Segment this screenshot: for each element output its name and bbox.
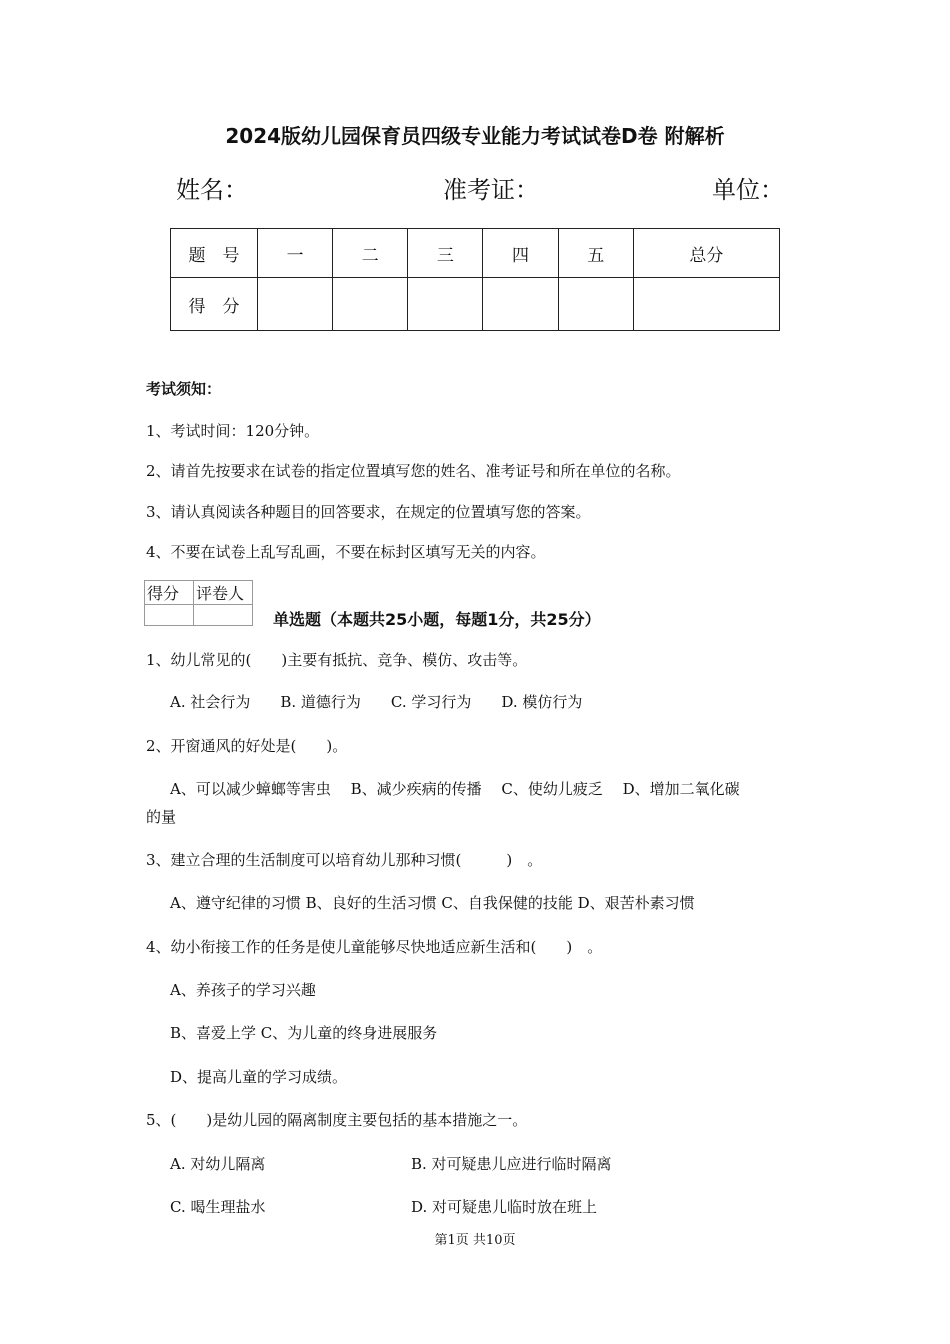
page-footer: 第1页 共10页 xyxy=(434,1233,516,1248)
question-5-option-b: B. 对可疑患儿应进行临时隔离 xyxy=(411,1155,612,1173)
notice-item: 3、请认真阅读各种题目的回答要求，在规定的位置填写您的答案。 xyxy=(146,503,591,521)
score-table-header-cell: 四 xyxy=(483,229,558,278)
question-5-option-d: D. 对可疑患儿临时放在班上 xyxy=(411,1198,598,1216)
notice-title: 考试须知： xyxy=(146,380,222,398)
score-table-header-cell: 总分 xyxy=(633,229,779,278)
question-1-options: A. 社会行为 B. 道德行为 C. 学习行为 D. 模仿行为 xyxy=(170,693,583,711)
exam-id-label: 准考证： xyxy=(443,176,539,204)
question-5-option-a: A. 对幼儿隔离 xyxy=(170,1155,266,1173)
score-table-header-cell: 二 xyxy=(333,229,408,278)
question-2-options: A、可以减少蟑螂等害虫 B、减少疾病的传播 C、使幼儿疲乏 D、增加二氧化碳 xyxy=(170,780,740,798)
grader-score-cell[interactable] xyxy=(145,605,194,626)
question-2-options-cont: 的量 xyxy=(146,808,177,826)
score-table-header-cell: 一 xyxy=(258,229,333,278)
question-4-option-d: D、提高儿童的学习成绩。 xyxy=(170,1068,348,1086)
name-label: 姓名： xyxy=(176,176,248,204)
question-1: 1、幼儿常见的( )主要有抵抗、竞争、模仿、攻击等。 xyxy=(146,651,528,669)
grader-box xyxy=(144,580,253,626)
score-cell[interactable] xyxy=(408,278,483,331)
score-table xyxy=(170,228,780,331)
score-row-label: 得 分 xyxy=(171,278,258,331)
question-4: 4、幼小衔接工作的任务是使儿童能够尽快地适应新生活和( ) 。 xyxy=(146,938,603,956)
score-cell[interactable] xyxy=(633,278,779,331)
score-table-header-cell: 题 号 xyxy=(171,229,258,278)
question-5-option-c: C. 喝生理盐水 xyxy=(170,1198,266,1216)
score-table-header-cell: 五 xyxy=(558,229,633,278)
unit-label: 单位： xyxy=(712,176,784,204)
question-3: 3、建立合理的生活制度可以培育幼儿那种习惯( ) 。 xyxy=(146,851,543,869)
notice-item: 1、考试时间：120分钟。 xyxy=(146,422,320,440)
question-5: 5、( )是幼儿园的隔离制度主要包括的基本措施之一。 xyxy=(146,1111,528,1129)
score-table-header-cell: 三 xyxy=(408,229,483,278)
grader-score-label: 得分 xyxy=(145,581,194,605)
document-title: 2024版幼儿园保育员四级专业能力考试试卷D卷 附解析 xyxy=(225,124,725,148)
score-cell[interactable] xyxy=(558,278,633,331)
score-table-header-row xyxy=(171,229,780,278)
grader-reviewer-cell[interactable] xyxy=(194,605,253,626)
score-cell[interactable] xyxy=(258,278,333,331)
question-4-option-bc: B、喜爱上学 C、为儿童的终身进展服务 xyxy=(170,1024,438,1042)
notice-item: 2、请首先按要求在试卷的指定位置填写您的姓名、准考证号和所在单位的名称。 xyxy=(146,462,681,480)
question-3-options: A、遵守纪律的习惯 B、良好的生活习惯 C、自我保健的技能 D、艰苦朴素习惯 xyxy=(170,894,695,912)
section-title: 单选题（本题共25小题，每题1分，共25分） xyxy=(273,610,601,629)
question-4-option-a: A、养孩子的学习兴趣 xyxy=(170,981,316,999)
question-2: 2、开窗通风的好处是( )。 xyxy=(146,737,348,755)
score-table-score-row xyxy=(171,278,780,331)
grader-reviewer-label: 评卷人 xyxy=(194,581,253,605)
score-cell[interactable] xyxy=(333,278,408,331)
notice-item: 4、不要在试卷上乱写乱画，不要在标封区填写无关的内容。 xyxy=(146,543,546,561)
score-cell[interactable] xyxy=(483,278,558,331)
